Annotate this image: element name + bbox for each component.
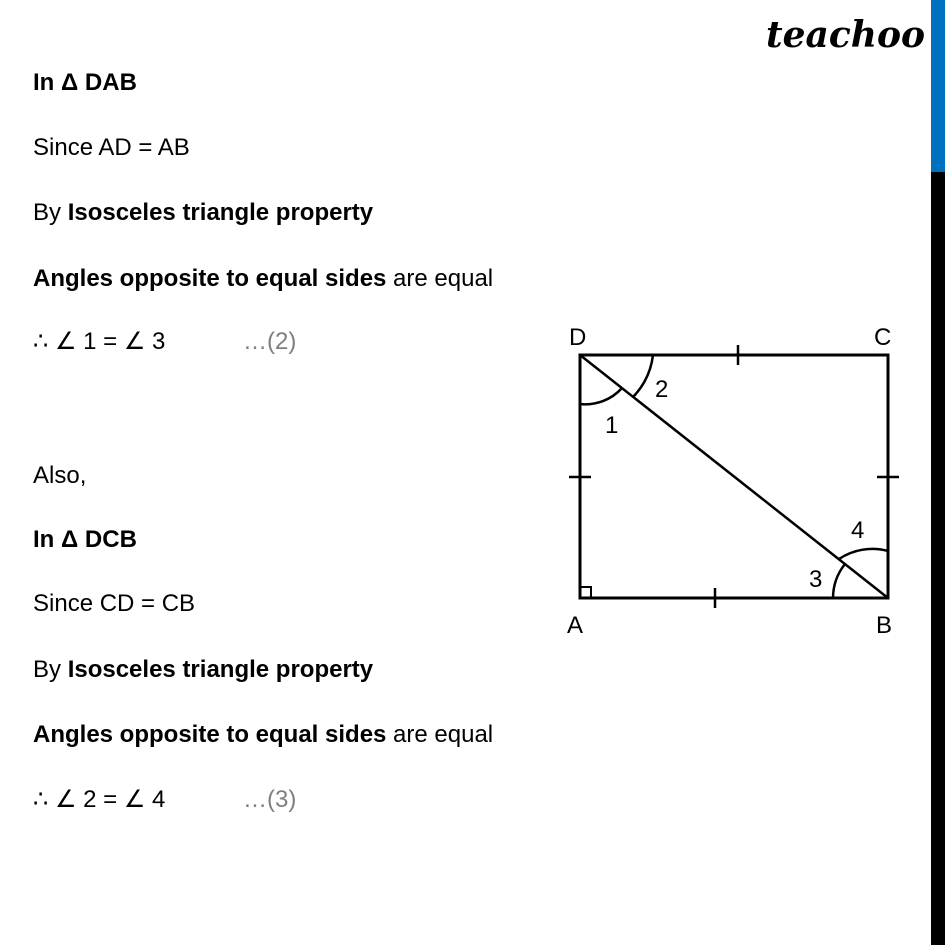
vertex-c: C	[874, 324, 892, 351]
diagonal-db	[580, 355, 888, 598]
line-3: Angles opposite to equal sides are equal	[33, 265, 494, 292]
line-10: ∴ ∠ 2 = ∠ 4	[33, 786, 166, 813]
vertex-d: D	[569, 324, 587, 351]
line-2: By Isosceles triangle property	[33, 199, 374, 226]
equation-ref-3: …(3)	[243, 786, 297, 813]
angle-3-arc	[833, 564, 845, 598]
vertex-a: A	[567, 612, 584, 639]
line-8: By Isosceles triangle property	[33, 656, 374, 683]
teachoo-logo: teachoo	[766, 14, 925, 56]
equation-ref-2: …(2)	[243, 328, 297, 355]
line-5: Also,	[33, 462, 87, 489]
line-6: In Δ DCB	[33, 526, 137, 553]
angle-2-arc	[633, 355, 653, 397]
line-9: Angles opposite to equal sides are equal	[33, 721, 494, 748]
right-angle-mark	[580, 587, 591, 598]
angle-1-label: 1	[605, 412, 619, 439]
angle-3-label: 3	[809, 566, 823, 593]
vertex-b: B	[876, 612, 893, 639]
line-0: In Δ DAB	[33, 69, 137, 96]
line-4: ∴ ∠ 1 = ∠ 3	[33, 328, 166, 355]
line-7: Since CD = CB	[33, 590, 196, 617]
angle-4-arc	[839, 549, 888, 559]
angle-4-label: 4	[851, 517, 865, 544]
angle-1-arc	[580, 388, 622, 404]
line-1: Since AD = AB	[33, 134, 190, 161]
angle-2-label: 2	[655, 376, 669, 403]
